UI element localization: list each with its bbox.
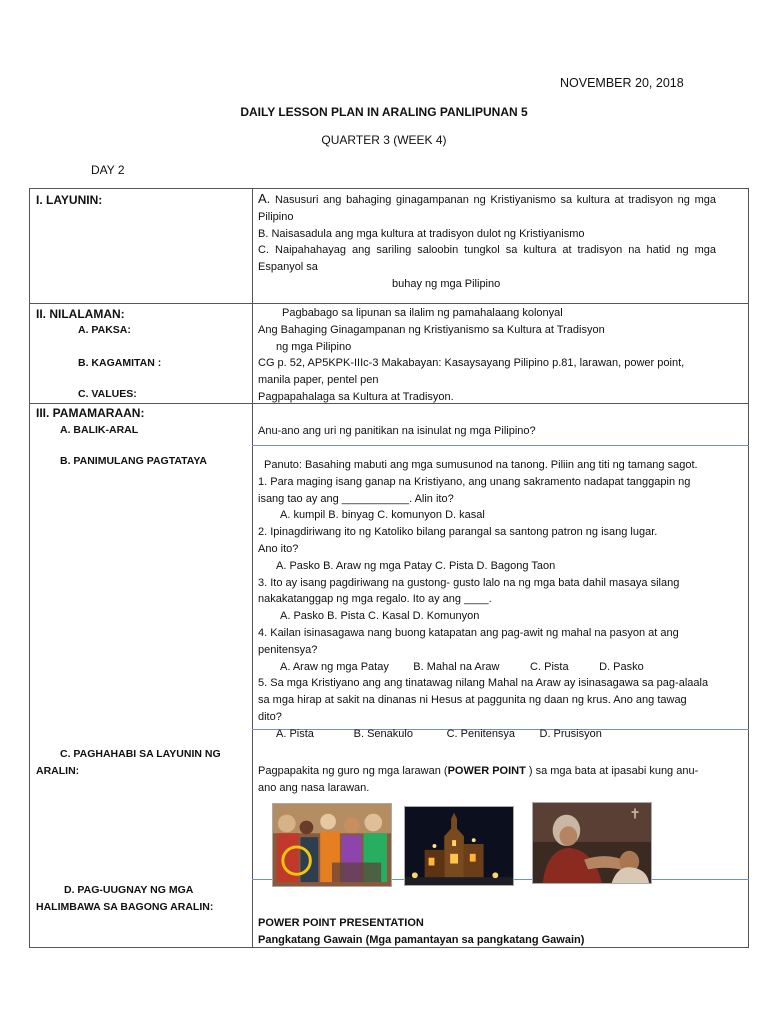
values-label: C. VALUES: — [78, 388, 137, 400]
quiz-options-2: A. Pasko B. Araw ng mga Patay C. Pista D. Bagong Taon — [276, 559, 556, 572]
day-label: DAY 2 — [91, 163, 125, 177]
quiz-options-3: A. Pasko B. Pista C. Kasal D. Komunyon — [280, 610, 480, 623]
objective-b: B. Naisasadula ang mga kultura at tradisyon dulot ng Kristiyanismo — [258, 227, 585, 240]
quiz-question-1-continued: isang tao ay ang ___________. Alin ito? — [258, 492, 454, 505]
paghahabi-label-continued: ARALIN: — [36, 765, 80, 777]
balik-aral-text: Anu-ano ang uri ng panitikan na isinulat ng mga Pilipino? — [258, 425, 536, 437]
balik-aral-label: A. BALIK-ARAL — [60, 424, 139, 436]
paghahabi-label: C. PAGHAHABI SA LAYUNIN NG — [60, 748, 221, 760]
quiz-options-4: A. Araw ng mga Patay B. Mahal na Araw C. Pista D. Pasko — [280, 660, 644, 673]
quiz-options-5: A. Pista B. Senakulo C. Penitensya D. Prusisyon — [276, 727, 602, 740]
quarter-label: QUARTER 3 (WEEK 4) — [321, 133, 447, 147]
objective-c-continued: buhay ng mga Pilipino — [392, 277, 501, 290]
values-text: Pagpapahalaga sa Kultura at Tradisyon. — [258, 390, 454, 403]
panimulang-pagtataya-label: B. PANIMULANG PAGTATAYA — [60, 455, 208, 467]
pagtataya-quiz — [258, 457, 716, 743]
quiz-question-2-continued: Ano ito? — [258, 542, 299, 555]
nilalaman-content — [258, 305, 716, 406]
layunin-objectives — [258, 191, 716, 293]
document-title: DAILY LESSON PLAN IN ARALING PANLIPUNAN 5 — [240, 105, 528, 119]
power-point-presentation: POWER POINT PRESENTATION — [258, 917, 424, 929]
quiz-question-2: 2. Ipinagdiriwang ito ng Katoliko bilang parangal sa santong patron ng isang lugar. — [258, 526, 658, 539]
paguugnay-text — [258, 915, 716, 949]
paguugnay-label-continued: HALIMBAWA SA BAGONG ARALIN: — [36, 901, 214, 913]
paksa-text: Ang Bahaging Ginagampanan ng Kristiyanismo sa Kultura at Tradisyon — [258, 323, 605, 336]
pamamaraan-heading: III. PAMAMARAAN: — [36, 406, 145, 420]
quiz-question-5-continued: sa mga hirap at sakit na dinanas ni Hesus at paggunita ng daan ng krus. Ano ang tawag — [258, 694, 687, 707]
pangkatang-gawain: Pangkatang Gawain (Mga pamantayan sa pangkatang Gawain) — [258, 933, 585, 946]
kagamitan-text: CG p. 52, AP5KPK-IIIc-3 Makabayan: Kasaysayang Pilipino p.81, larawan, power point, — [258, 357, 685, 370]
festival-crowd-photo — [272, 803, 392, 887]
subrow-divider-balik — [252, 445, 749, 446]
row-divider-layunin — [29, 303, 749, 304]
kagamitan-text-continued: manila paper, pentel pen — [258, 374, 379, 387]
objective-c: C. Naipahahayag ang sariling saloobin tungkol sa kultura at tradisyon na hatid ng mga Espanyol sa — [258, 244, 716, 274]
quiz-question-4: 4. Kailan isinasagawa nang buong katapatan ang pag-awit ng mahal na pasyon at ang — [258, 626, 679, 639]
svg-text:✝: ✝ — [629, 806, 641, 823]
quiz-question-1: 1. Para maging isang ganap na Kristiyano, ang unang sakramento nadapat tanggapin ng — [258, 475, 691, 488]
elderly-woman-photo — [532, 802, 652, 884]
quiz-question-5-end: dito? — [258, 710, 282, 723]
quiz-options-1: A. kumpil B. binyag C. komunyon D. kasal — [280, 509, 485, 522]
lesson-date: NOVEMBER 20, 2018 — [560, 76, 684, 90]
paksa-text-continued: ng mga Pilipino — [276, 340, 352, 353]
table-column-divider — [252, 188, 253, 948]
quiz-question-3-continued: nakakatanggap ng mga regalo. Ito ay ang ____. — [258, 593, 492, 606]
paksa-label: A. PAKSA: — [78, 324, 131, 336]
paghahabi-text: Pagpapakita ng guro ng mga larawan (POWER POINT ) sa mga bata at ipasabi kung anu- ano ang nasa larawan. — [258, 765, 699, 794]
quiz-question-4-continued: penitensya? — [258, 643, 318, 656]
paguugnay-label: D. PAG-UUGNAY NG MGA — [64, 884, 194, 896]
quiz-instructions: Panuto: Basahing mabuti ang mga sumusunod na tanong. Piliin ang titi ng tamang sagot. — [264, 459, 698, 471]
layunin-heading: I. LAYUNIN: — [36, 193, 103, 207]
nilalaman-heading: II. NILALAMAN: — [36, 307, 125, 321]
nilalaman-intro: Pagbabago sa lipunan sa ilalim ng pamahalaang kolonyal — [282, 307, 563, 319]
kagamitan-label: B. KAGAMITAN : — [78, 357, 162, 369]
church-night-photo — [404, 806, 514, 886]
objective-a: A. Nasusuri ang bahaging ginagampanan ng Kristiyanismo sa kultura at tradisyon ng mga Pilipino — [258, 191, 716, 223]
quiz-question-5: 5. Sa mga Kristiyano ang ang tinatawag nilang Mahal na Araw ay isinasagawa sa pag-alaala — [258, 677, 709, 690]
quiz-question-3: 3. Ito ay isang pagdiriwang na gustong- gusto lalo na ng mga bata dahil masaya silang — [258, 576, 680, 589]
